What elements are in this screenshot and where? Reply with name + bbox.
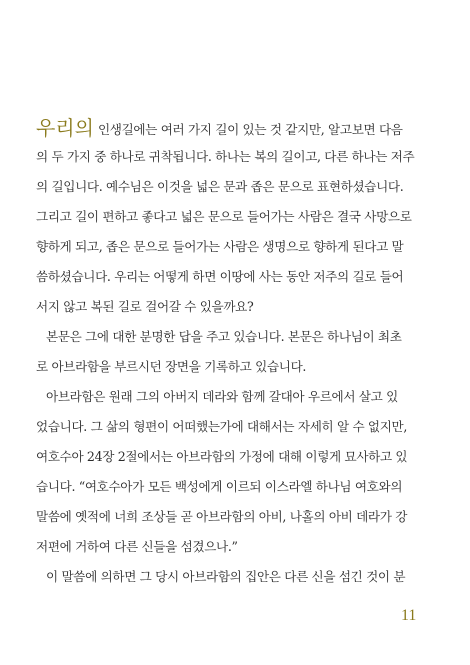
text-line-5: 향하게 되고, 좁은 문으로 들어가는 사람은 생명으로 향하게 된다고 말 xyxy=(36,239,404,254)
text-line-16: 이 말씀에 의하면 그 당시 아브라함의 집안은 다른 신을 섬긴 것이 분 xyxy=(46,569,406,584)
line-1-text: 인생길에는 여러 가지 길이 있는 것 같지만, 알고보면 다음 xyxy=(97,122,403,137)
text-line-14: 말씀에 옛적에 너희 조상들 곧 아브라함의 아비, 나홀의 아비 데라가 강 xyxy=(36,509,408,524)
text-line-1 xyxy=(36,116,403,140)
text-line-15: 저편에 거하여 다른 신들을 섬겼으나.” xyxy=(36,539,238,554)
text-line-8: 본문은 그에 대한 분명한 답을 주고 있습니다. 본문은 하나님이 최초 xyxy=(46,329,402,344)
text-line-11: 었습니다. 그 삶의 형편이 어떠했는가에 대해서는 자세히 알 수 없지만, xyxy=(36,419,408,434)
text-line-3: 의 길입니다. 예수님은 이것을 넓은 문과 좁은 문으로 표현하셨습니다. xyxy=(36,179,404,194)
text-line-10: 아브라함은 원래 그의 아버지 데라와 함께 갈대아 우르에서 살고 있 xyxy=(46,389,398,404)
text-line-2: 의 두 가지 중 하나로 귀착됩니다. 하나는 복의 길이고, 다른 하나는 저주 xyxy=(36,149,415,164)
page-number: 11 xyxy=(401,607,417,624)
text-line-13: 습니다. “여호수아가 모든 백성에게 이르되 이스라엘 하나님 여호와의 xyxy=(36,479,403,494)
text-line-7: 서지 않고 복된 길로 걸어갈 수 있을까요? xyxy=(36,299,254,314)
dropcap-heading: 우리의 xyxy=(36,116,94,140)
text-line-4: 그리고 길이 편하고 좋다고 넓은 문으로 들어가는 사람은 결국 사망으로 xyxy=(36,209,412,224)
text-line-9: 로 아브라함을 부르시던 장면을 기록하고 있습니다. xyxy=(36,359,307,374)
text-line-12: 여호수아 24장 2절에서는 아브라함의 가정에 대해 이렇게 묘사하고 있 xyxy=(36,449,408,464)
text-line-6: 씀하셨습니다. 우리는 어떻게 하면 이땅에 사는 동안 저주의 길로 들어 xyxy=(36,269,404,284)
